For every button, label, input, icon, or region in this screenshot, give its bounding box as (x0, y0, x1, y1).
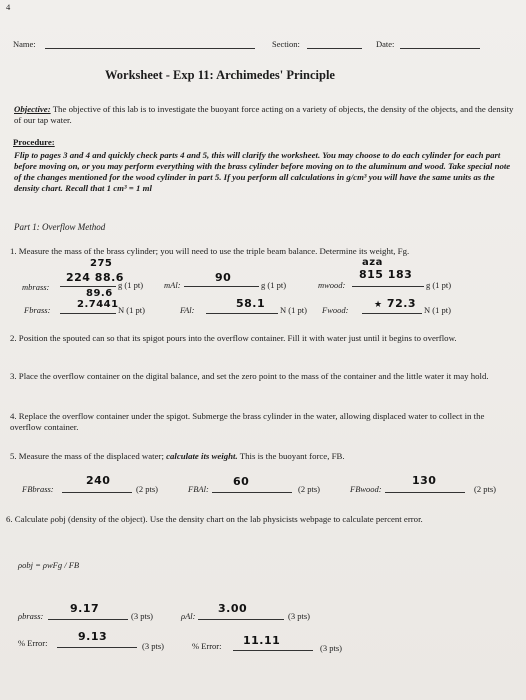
objective-block (14, 104, 514, 126)
m-wood-unit: g (1 pt) (426, 280, 452, 290)
step5-part-c: This is the buoyant force, FB. (237, 451, 345, 461)
step5-text (10, 451, 345, 462)
date-label: Date: (376, 39, 395, 49)
name-line (45, 48, 255, 49)
f-brass-hand: 2.7441 (77, 299, 119, 310)
m-brass-label: mbrass: (22, 282, 50, 292)
rho-al-line (198, 619, 284, 620)
fb-brass-line (62, 492, 132, 493)
m-al-hand: 90 (215, 271, 232, 284)
fb-wood-pts: (2 pts) (474, 484, 496, 494)
f-al-line (206, 313, 278, 314)
f-brass-line (60, 313, 116, 314)
part1-heading: Part 1: Overflow Method (14, 222, 106, 232)
err-al-hand: 11.11 (243, 634, 281, 647)
f-wood-label: Fwood: (322, 305, 349, 315)
procedure-label: Procedure: (13, 137, 55, 147)
step4-text: 4. Replace the overflow container under the spigot. Submerge the brass cylinder in the water, allowing displaced water to collect in the overflow container. (10, 411, 485, 432)
m-brass-unit: g (1 pt) (118, 280, 144, 290)
fb-brass-hand: 240 (86, 474, 111, 487)
fb-wood-hand: 130 (412, 474, 437, 487)
fb-al-pts: (2 pts) (298, 484, 320, 494)
m-wood-top-hand: aza (362, 257, 383, 268)
f-brass-unit: N (1 pt) (118, 305, 145, 315)
fb-wood-label: FBwood: (350, 484, 382, 494)
f-wood-value: 72.3 (386, 297, 417, 310)
err-al-pts: (3 pts) (320, 643, 342, 653)
procedure-text: Flip to pages 3 and 4 and quickly check parts 4 and 5, this will clarify the worksheet. You may choose to do each cylinder for each part before moving on, or you may perform everything with the brass cylinder before moving on to the aluminum and wood. Take special note of the changes mentioned for the wood cylinder in part 5. If you perform all calculations in g/cm³ you will have the same units as the density chart. Recall that 1 cm³ = 1 ml (14, 150, 511, 193)
m-al-label: mAl: (164, 280, 181, 290)
f-wood-unit: N (1 pt) (424, 305, 451, 315)
step2-text: 2. Position the spouted can so that its spigot pours into the overflow container. Fill it with water just until it begins to overflow. (10, 333, 457, 343)
rho-formula: ρobj = ρwFg / FB (18, 560, 80, 570)
m-wood-hand: 815 183 (359, 268, 413, 281)
m-brass-top-hand: 275 (90, 258, 113, 269)
name-label: Name: (13, 39, 36, 49)
worksheet-title: Worksheet - Exp 11: Archimedes' Principle (105, 68, 335, 82)
m-wood-label: mwood: (318, 280, 346, 290)
m-al-line (184, 286, 259, 287)
err-brass-line (57, 647, 137, 648)
step3-text: 3. Place the overflow container on the digital balance, and set the zero point to the mass of the container and the little water it may hold. (10, 371, 489, 381)
fb-wood-line (385, 492, 465, 493)
objective-label: Objective: (14, 104, 51, 114)
m-brass-line (60, 286, 116, 287)
rho-brass-pts: (3 pts) (131, 611, 153, 621)
rho-brass-hand: 9.17 (70, 602, 100, 615)
fb-al-hand: 60 (233, 475, 250, 488)
rho-al-pts: (3 pts) (288, 611, 310, 621)
section-line (307, 48, 362, 49)
rho-al-label: ρAl: (181, 611, 196, 621)
step1-text: 1. Measure the mass of the brass cylinder; you will need to use the triple beam balance. Determine its weight, Fg. (10, 246, 410, 256)
step6-text: 6. Calculate ρobj (density of the object). Use the density chart on the lab physicists webpage to calculate percent error. (6, 514, 423, 524)
date-line (400, 48, 480, 49)
fb-brass-pts: (2 pts) (136, 484, 158, 494)
f-al-unit: N (1 pt) (280, 305, 307, 315)
f-brass-label: Fbrass: (24, 305, 51, 315)
step5-part-a: 5. Measure the mass of the displaced water; (10, 451, 167, 461)
crossed-mark-icon: ★ (374, 300, 383, 310)
err-brass-pts: (3 pts) (142, 641, 164, 651)
m-wood-line (352, 286, 424, 287)
page-number: 4 (6, 2, 11, 12)
objective-text: The objective of this lab is to investigate the buoyant force acting on a variety of objects, the density of the objects, and the density of our tap water. (14, 104, 514, 125)
fb-al-label: FBAl: (188, 484, 209, 494)
fb-brass-label: FBbrass: (22, 484, 54, 494)
err-brass-hand: 9.13 (78, 630, 108, 643)
err-al-line (233, 650, 313, 651)
step5-part-b: calculate its weight. (166, 451, 238, 461)
m-brass-below-hand: 89.6 (86, 288, 113, 299)
f-al-hand: 58.1 (236, 297, 266, 310)
m-brass-hand: 224 88.6 (66, 271, 124, 284)
f-wood-line (362, 313, 422, 314)
rho-brass-line (48, 619, 128, 620)
err-al-label: % Error: (192, 641, 222, 651)
f-al-label: FAl: (180, 305, 195, 315)
fb-al-line (212, 492, 292, 493)
rho-al-hand: 3.00 (218, 602, 248, 615)
f-wood-hand (374, 297, 416, 310)
section-label: Section: (272, 39, 300, 49)
rho-brass-label: ρbrass: (18, 611, 44, 621)
m-al-unit: g (1 pt) (261, 280, 287, 290)
err-brass-label: % Error: (18, 638, 48, 648)
